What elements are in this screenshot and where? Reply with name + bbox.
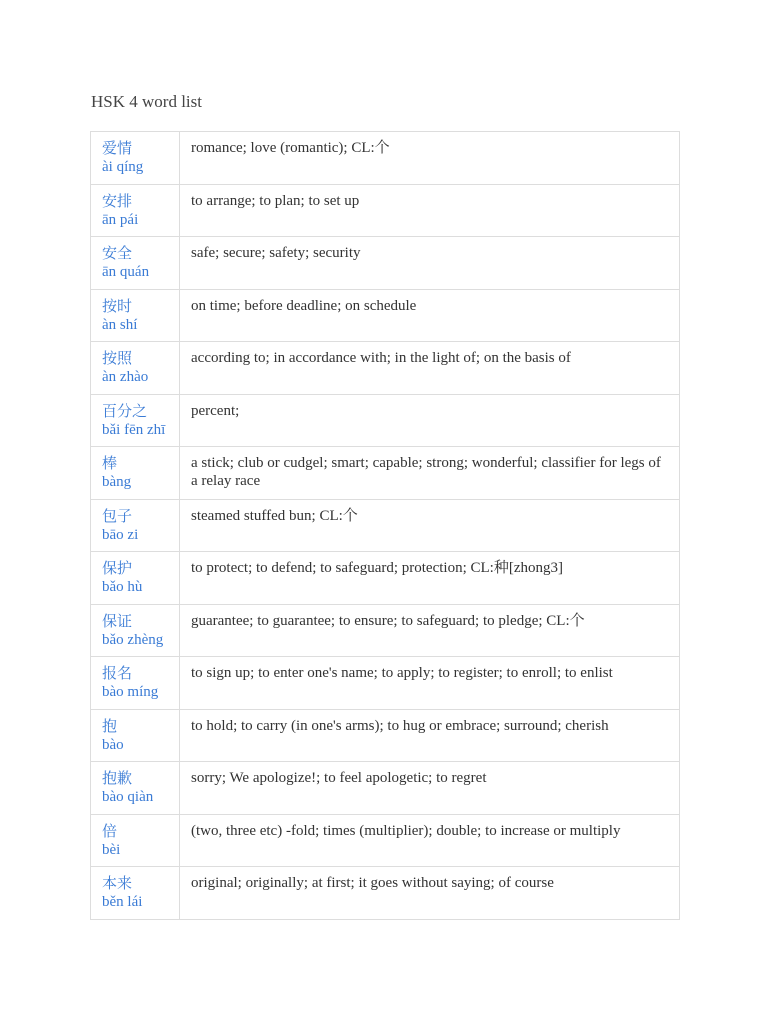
word-definition: to arrange; to plan; to set up [180,184,680,237]
word-definition: a stick; club or cudgel; smart; capable; strong; wonderful; classifier for legs of a relay race [180,447,680,500]
word-definition: (two, three etc) -fold; times (multiplier); double; to increase or multiply [180,814,680,867]
word-cell[interactable] [91,394,180,447]
word-definition: steamed stuffed bun; CL:个 [180,499,680,552]
word-cell[interactable] [91,867,180,920]
word-hanzi-link[interactable]: 报名 [102,664,133,682]
word-row [91,132,680,185]
word-cell[interactable] [91,237,180,290]
word-cell[interactable] [91,762,180,815]
page-title: HSK 4 word list [91,92,202,111]
word-hanzi-link[interactable]: 抱歉 [102,769,133,787]
word-cell[interactable] [91,552,180,605]
word-row [91,867,680,920]
word-pinyin-link[interactable]: bào [102,736,124,753]
word-pinyin-link[interactable]: bǎo hù [102,579,143,595]
word-pinyin-link[interactable]: ān quán [102,264,150,280]
word-list-table [90,131,680,920]
word-hanzi-link[interactable]: 本来 [102,874,133,892]
word-hanzi-link[interactable]: 安排 [102,191,133,210]
word-row [91,657,680,710]
word-cell[interactable] [91,289,180,342]
word-hanzi-link[interactable]: 倍 [102,821,118,840]
word-hanzi-link[interactable]: 爱情 [102,139,133,157]
word-row [91,552,680,605]
word-cell[interactable] [91,709,180,762]
word-pinyin-link[interactable]: bǎi fēn zhī [102,421,166,438]
word-cell[interactable] [91,184,180,237]
word-cell[interactable] [91,132,180,185]
word-row [91,394,680,447]
word-pinyin-link[interactable]: bāo zi [102,526,139,543]
word-pinyin-link[interactable]: bàng [102,474,132,490]
word-hanzi-link[interactable]: 保护 [102,559,133,577]
word-hanzi-link[interactable]: 按时 [102,296,133,315]
word-pinyin-link[interactable]: ài qíng [102,159,144,175]
word-row [91,762,680,815]
word-cell[interactable] [91,342,180,395]
word-row [91,499,680,552]
word-row [91,342,680,395]
word-definition: to sign up; to enter one's name; to apply; to register; to enroll; to enlist [180,657,680,710]
word-definition: sorry; We apologize!; to feel apologetic; to regret [180,762,680,815]
word-pinyin-link[interactable]: běn lái [102,894,143,910]
word-list-body [91,132,680,920]
word-definition: original; originally; at first; it goes without saying; of course [180,867,680,920]
word-cell[interactable] [91,604,180,657]
word-pinyin-link[interactable]: ān pái [102,211,139,228]
word-row [91,447,680,500]
word-cell[interactable] [91,447,180,500]
word-row [91,289,680,342]
word-row [91,237,680,290]
word-cell[interactable] [91,814,180,867]
word-pinyin-link[interactable]: àn shí [102,316,138,333]
word-hanzi-link[interactable]: 安全 [102,244,133,262]
word-definition: to hold; to carry (in one's arms); to hug or embrace; surround; cherish [180,709,680,762]
word-pinyin-link[interactable]: bǎo zhèng [102,631,164,648]
word-pinyin-link[interactable]: àn zhào [102,369,149,385]
word-hanzi-link[interactable]: 保证 [102,611,133,630]
word-cell[interactable] [91,657,180,710]
word-definition: guarantee; to guarantee; to ensure; to safeguard; to pledge; CL:个 [180,604,680,657]
word-pinyin-link[interactable]: bèi [102,841,121,858]
word-definition: on time; before deadline; on schedule [180,289,680,342]
word-row [91,709,680,762]
word-pinyin-link[interactable]: bào qiàn [102,789,154,805]
word-hanzi-link[interactable]: 棒 [102,454,118,472]
word-cell[interactable] [91,499,180,552]
word-definition: to protect; to defend; to safeguard; protection; CL:种[zhong3] [180,552,680,605]
word-row [91,184,680,237]
word-definition: safe; secure; safety; security [180,237,680,290]
word-hanzi-link[interactable]: 按照 [102,349,133,367]
word-hanzi-link[interactable]: 包子 [102,506,133,525]
word-hanzi-link[interactable]: 抱 [102,716,118,735]
word-definition: percent; [180,394,680,447]
word-row [91,604,680,657]
word-hanzi-link[interactable]: 百分之 [102,401,148,420]
word-definition: according to; in accordance with; in the light of; on the basis of [180,342,680,395]
word-pinyin-link[interactable]: bào míng [102,684,159,700]
word-row [91,814,680,867]
word-definition: romance; love (romantic); CL:个 [180,132,680,185]
